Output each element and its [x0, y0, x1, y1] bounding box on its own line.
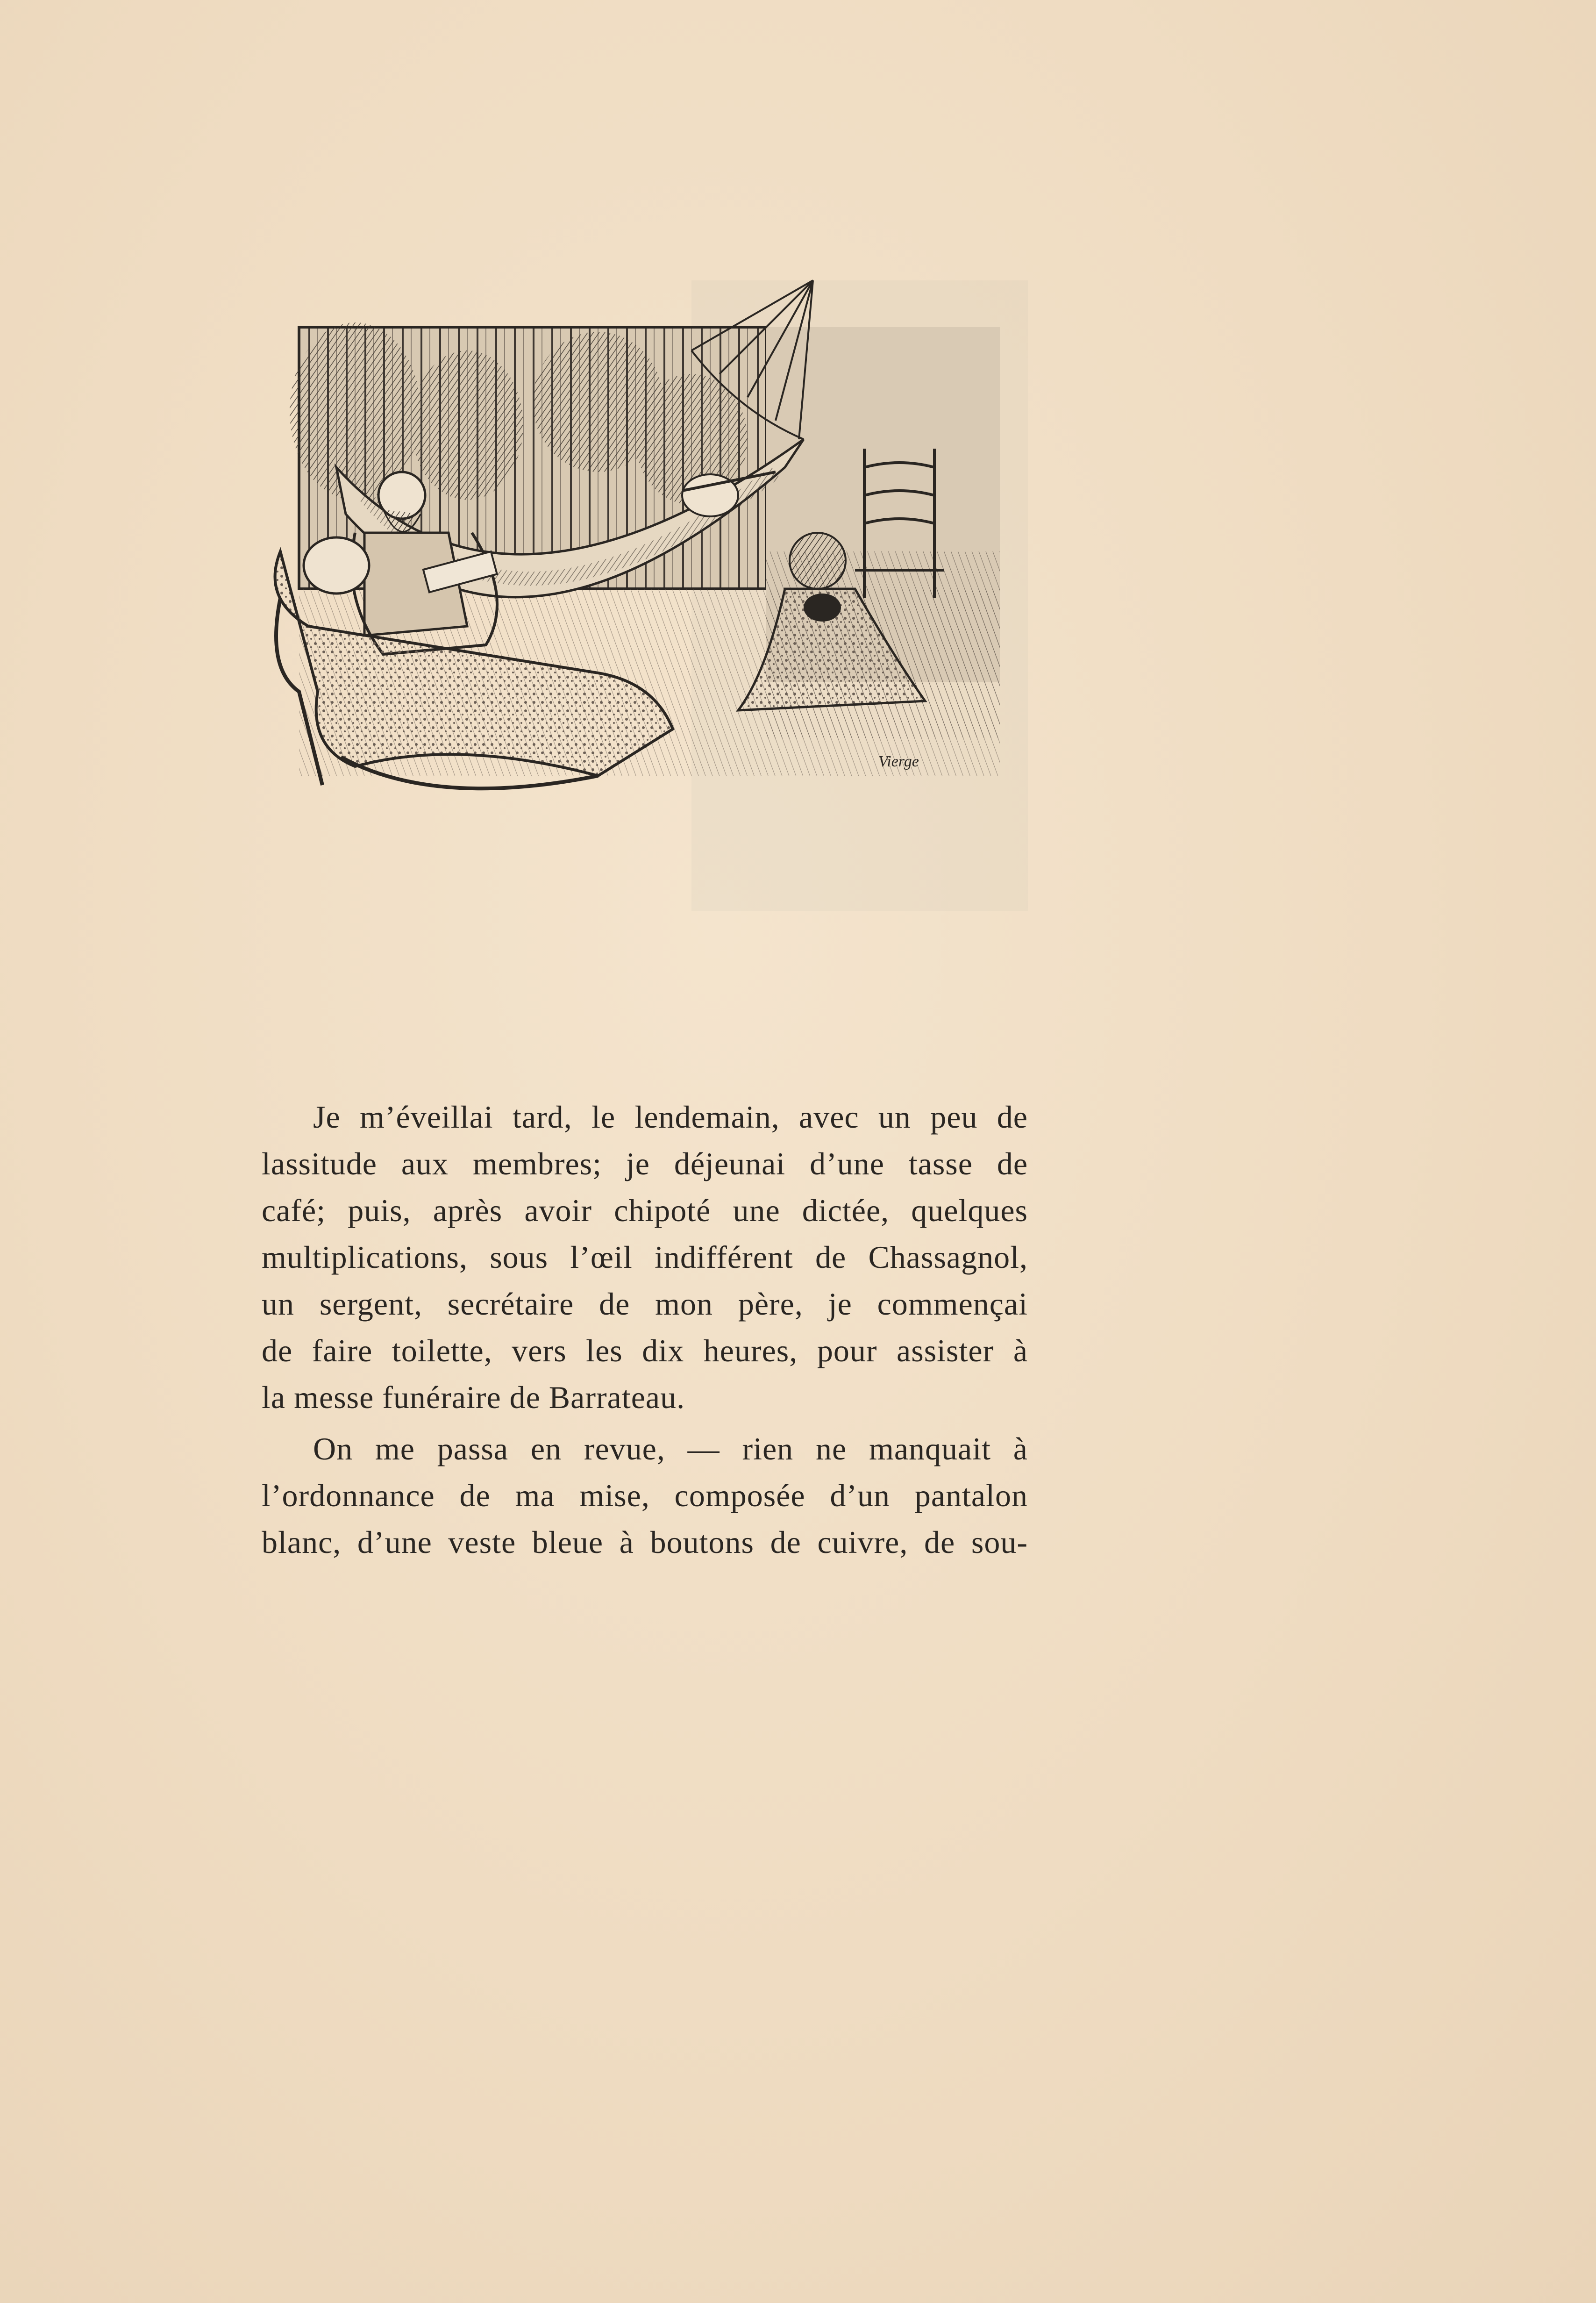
- text-line: On me passa en revue, — rien ne manquait à: [313, 1431, 1028, 1466]
- paragraph-2: [262, 1425, 1028, 1566]
- engraving-illustration: [271, 271, 1014, 808]
- text-line: de faire toilette, vers les dix heures, pour assister à: [262, 1333, 1028, 1368]
- text-line: Je m’éveillai tard, le lendemain, avec un peu de: [313, 1099, 1028, 1135]
- text-line: un sergent, secrétaire de mon père, je commençai: [262, 1286, 1028, 1322]
- paragraph-1: [262, 1094, 1028, 1421]
- text-line: blanc, d’une veste bleue à boutons de cuivre, de sou-: [262, 1524, 1028, 1560]
- text-line: la messe funéraire de Barrateau.: [262, 1380, 685, 1415]
- body-text: [262, 1094, 1028, 1566]
- artist-signature: Vierge: [878, 753, 919, 770]
- text-line: multiplications, sous l’œil indifférent de Chassagnol,: [262, 1239, 1028, 1275]
- text-line: l’ordonnance de ma mise, composée d’un pantalon: [262, 1478, 1028, 1513]
- text-line: café; puis, après avoir chipoté une dictée, quelques: [262, 1193, 1028, 1228]
- text-line: lassitude aux membres; je déjeunai d’une tasse de: [262, 1146, 1028, 1181]
